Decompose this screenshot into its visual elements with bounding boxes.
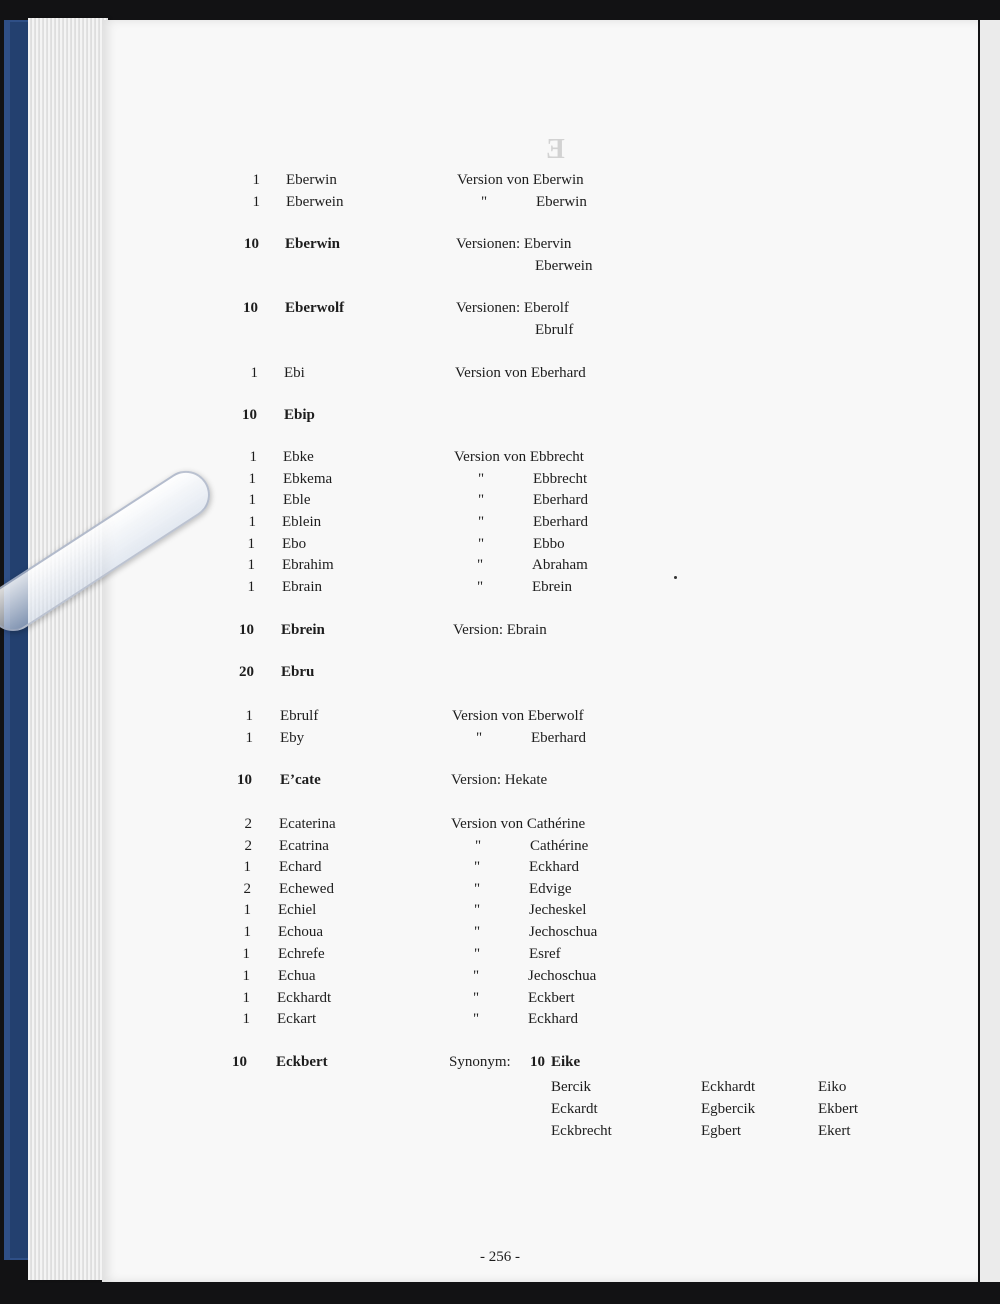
synonym-item: Egbercik (701, 1101, 756, 1117)
entry-name: Ebip (284, 407, 315, 423)
entry-name: Eckart (277, 1011, 317, 1027)
entry-number: 10 (242, 407, 257, 423)
entry-name: Eberwein (286, 194, 344, 210)
entry-name: Echrefe (278, 946, 325, 962)
entry-relation: Version von Eberhard (455, 365, 586, 381)
entry-target: Esref (529, 946, 561, 962)
page-edges (28, 18, 108, 1280)
entry-name: Ebi (284, 365, 305, 381)
entry-relation: Version von Eberwin (457, 172, 584, 188)
synonym-item: Egbert (701, 1123, 741, 1139)
entry-relation: " (473, 1011, 480, 1027)
entry-number: 1 (247, 557, 255, 573)
entry-name: Eckbert (276, 1054, 328, 1070)
entry-target: Abraham (532, 557, 588, 573)
entry-name: Ebru (281, 664, 315, 680)
entry-name: Ebkema (283, 471, 333, 487)
entry-number: 2 (243, 881, 251, 897)
entry-number: 1 (248, 492, 256, 508)
entry-number: 1 (243, 924, 251, 940)
next-page-edge (980, 20, 1000, 1282)
entry-number: 1 (242, 968, 250, 984)
entry-target: Cathérine (530, 838, 589, 854)
entry-target: Ebrulf (535, 322, 574, 338)
entry-name: Echoua (278, 924, 323, 940)
entry-name: Ebke (283, 449, 314, 465)
entry-target: Jechoschua (528, 968, 597, 984)
entry-relation: Version: Ebrain (453, 622, 547, 638)
entry-relation: " (478, 536, 485, 552)
page-number: - 256 - (480, 1249, 520, 1265)
entry-target: Eberhard (533, 492, 588, 508)
entry-name: Echua (278, 968, 316, 984)
entry-number: 10 (239, 622, 254, 638)
entry-target: Ebbo (533, 536, 565, 552)
entry-number: 1 (242, 990, 250, 1006)
entry-relation: Version von Eberwolf (452, 708, 584, 724)
entry-target: Jecheskel (529, 902, 587, 918)
entry-name: Ecatrina (279, 838, 329, 854)
synonym-item: Ekbert (818, 1101, 858, 1117)
entry-target: Edvige (529, 881, 572, 897)
entry-relation: Version: Hekate (451, 772, 548, 788)
entry-relation: " (473, 968, 480, 984)
entry-name: Eberwin (286, 172, 337, 188)
entry-number: 1 (247, 579, 255, 595)
entry-number: 1 (248, 471, 256, 487)
entry-name: Ecaterina (279, 816, 336, 832)
entry-name: Eblein (282, 514, 322, 530)
entry-number: 1 (243, 859, 251, 875)
show-through-letter: E (546, 134, 565, 165)
entry-name: Eberwolf (285, 300, 345, 316)
entry-name: Ebrein (281, 622, 325, 638)
entry-name: Ebrain (282, 579, 322, 595)
entry-relation: " (474, 946, 481, 962)
entry-relation: " (477, 579, 484, 595)
entry-name: Eble (283, 492, 311, 508)
entry-number: 1 (252, 194, 260, 210)
entry-relation: " (474, 881, 481, 897)
entry-target: Eberwin (536, 194, 587, 210)
entry-name: Ebo (282, 536, 307, 552)
entry-number: 1 (249, 449, 257, 465)
entry-number: 1 (242, 946, 250, 962)
entry-number: 2 (244, 816, 252, 832)
entry-number: 10 (244, 236, 259, 252)
synonym-item: Eckhardt (701, 1079, 756, 1095)
entry-target: Ebbrecht (533, 471, 588, 487)
entry-name: Ebrahim (282, 557, 334, 573)
synonym-item: Eckbrecht (551, 1123, 612, 1139)
entry-name: Ebrulf (280, 708, 319, 724)
ink-dot (674, 576, 677, 579)
entry-relation: " (474, 859, 481, 875)
entry-number: 1 (247, 536, 255, 552)
entry-number: 2 (244, 838, 252, 854)
entry-number: 1 (245, 730, 253, 746)
entry-number: 1 (242, 1011, 250, 1027)
entry-name: Echard (279, 859, 322, 875)
entry-name: Eberwin (285, 236, 341, 252)
entry-target: Eberwein (535, 258, 593, 274)
synonym-name: Eike (551, 1054, 581, 1070)
entry-relation: " (474, 902, 481, 918)
entry-target: Eckhard (529, 859, 579, 875)
synonym-item: Eckardt (551, 1101, 598, 1117)
synonym-item: Ekert (818, 1123, 851, 1139)
entry-relation: Version von Cathérine (451, 816, 586, 832)
entry-number: 1 (245, 708, 253, 724)
entry-relation: " (475, 838, 482, 854)
entry-target: Eckbert (528, 990, 575, 1006)
entry-name: E’cate (280, 772, 321, 788)
entry-target: Ebrein (532, 579, 572, 595)
entry-number: 1 (252, 172, 260, 188)
entry-relation: " (473, 990, 480, 1006)
entry-number: 10 (237, 772, 252, 788)
entry-relation: " (476, 730, 483, 746)
entry-number: 10 (243, 300, 258, 316)
entry-relation: Versionen: Ebervin (456, 236, 572, 252)
entry-target: Eberhard (531, 730, 586, 746)
entry-relation: " (478, 492, 485, 508)
entry-number: 1 (250, 365, 258, 381)
entry-number: 10 (232, 1054, 247, 1070)
entry-target: Eckhard (528, 1011, 578, 1027)
entry-relation: " (481, 194, 488, 210)
entry-relation: " (477, 557, 484, 573)
entry-number: 1 (243, 902, 251, 918)
entry-relation: " (478, 514, 485, 530)
entry-name: Echewed (279, 881, 334, 897)
synonym-item: Bercik (551, 1079, 591, 1095)
entry-relation: Version von Ebbrecht (454, 449, 584, 465)
entry-target: Eberhard (533, 514, 588, 530)
entry-number: 1 (248, 514, 256, 530)
synonym-number: 10 (530, 1054, 545, 1070)
entry-relation: " (478, 471, 485, 487)
synonym-item: Eiko (818, 1079, 847, 1095)
entry-relation: Versionen: Eberolf (456, 300, 569, 316)
entry-name: Eby (280, 730, 305, 746)
entry-name: Echiel (278, 902, 317, 918)
synonym-label: Synonym: (449, 1054, 511, 1070)
entry-number: 20 (239, 664, 254, 680)
entry-name: Eckhardt (277, 990, 332, 1006)
entry-target: Jechoschua (529, 924, 598, 940)
entry-relation: " (474, 924, 481, 940)
